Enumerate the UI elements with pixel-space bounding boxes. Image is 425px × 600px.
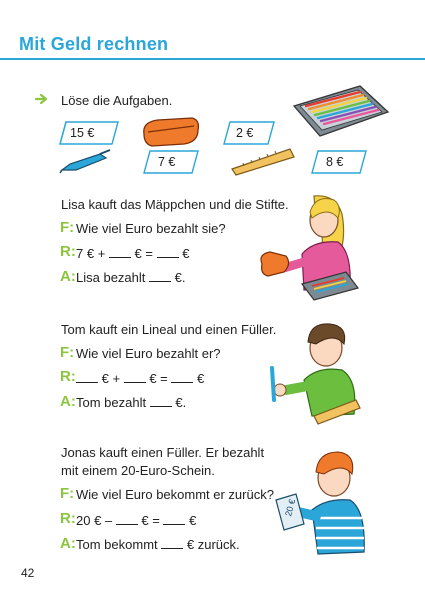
boy-with-banknote-illustration [270, 448, 380, 558]
ruler-icon [230, 147, 296, 177]
boy-illustration [258, 320, 368, 430]
answer-text: Tom bezahlt [76, 395, 147, 410]
answer-unit: € zurück. [186, 537, 240, 552]
calc-label: R: [60, 243, 76, 260]
price-tag-label: 2 € [236, 126, 254, 140]
answer-label: A: [60, 393, 76, 410]
answer-blank[interactable] [163, 513, 185, 525]
calc-op: € + [101, 371, 121, 386]
calc-label: R: [60, 510, 76, 527]
answer-label: A: [60, 268, 76, 285]
question-label: F: [60, 344, 75, 361]
answer-blank[interactable] [116, 513, 138, 525]
task-text: Jonas kauft einen Füller. Er bezahlt [61, 445, 265, 460]
question-text: Wie viel Euro bekommt er zurück? [76, 487, 274, 502]
calc-line [76, 246, 189, 261]
instruction-text: Löse die Aufgaben. [61, 93, 173, 108]
task-text: mit einem 20-Euro-Schein. [61, 463, 215, 478]
answer-blank[interactable] [109, 246, 131, 258]
calc-line [76, 513, 196, 528]
answer-blank[interactable] [171, 371, 193, 383]
answer-blank[interactable] [161, 537, 183, 549]
arrow-right-icon [35, 93, 49, 105]
answer-blank[interactable] [149, 270, 171, 282]
calc-line [76, 371, 204, 386]
task-text: Lisa kauft das Mäppchen und die Stifte. [61, 197, 289, 212]
answer-text: Lisa bezahlt [76, 270, 146, 285]
banknote-label: 20 € [283, 497, 298, 518]
calc-label: R: [60, 368, 76, 385]
calc-value: 20 [76, 513, 91, 528]
question-text: Wie viel Euro bezahlt er? [76, 346, 221, 361]
calc-unit: € [197, 371, 205, 386]
answer-line [76, 395, 186, 410]
answer-blank[interactable] [124, 371, 146, 383]
calc-op: € = [149, 371, 168, 386]
question-label: F: [60, 219, 75, 236]
answer-line [76, 537, 240, 552]
calc-unit: € [182, 246, 190, 261]
task-text: Tom kauft ein Lineal und einen Füller. [61, 322, 277, 337]
price-tag-label: 7 € [158, 155, 176, 169]
calc-value: 7 [76, 246, 84, 261]
question-text: Wie viel Euro bezahlt sie? [76, 221, 226, 236]
calc-op: € – [94, 513, 113, 528]
calc-op: € + [86, 246, 106, 261]
question-label: F: [60, 485, 75, 502]
answer-blank[interactable] [150, 395, 172, 407]
colored-pencils-box-icon [290, 84, 390, 140]
answer-label: A: [60, 535, 76, 552]
answer-text: Tom bekommt [76, 537, 158, 552]
answer-unit: €. [174, 270, 186, 285]
calc-op: € = [134, 246, 153, 261]
calc-unit: € [189, 513, 197, 528]
fountain-pen-icon [60, 148, 112, 174]
page-title: Mit Geld rechnen [19, 34, 169, 54]
price-tag-label: 15 € [70, 126, 95, 140]
answer-blank[interactable] [76, 371, 98, 383]
price-tag-label: 8 € [326, 155, 344, 169]
pencil-case-icon [140, 116, 202, 150]
answer-blank[interactable] [157, 246, 179, 258]
answer-line [76, 270, 185, 285]
answer-unit: €. [175, 395, 187, 410]
page-number: 42 [21, 566, 35, 580]
girl-illustration [254, 192, 364, 310]
calc-op: € = [141, 513, 160, 528]
